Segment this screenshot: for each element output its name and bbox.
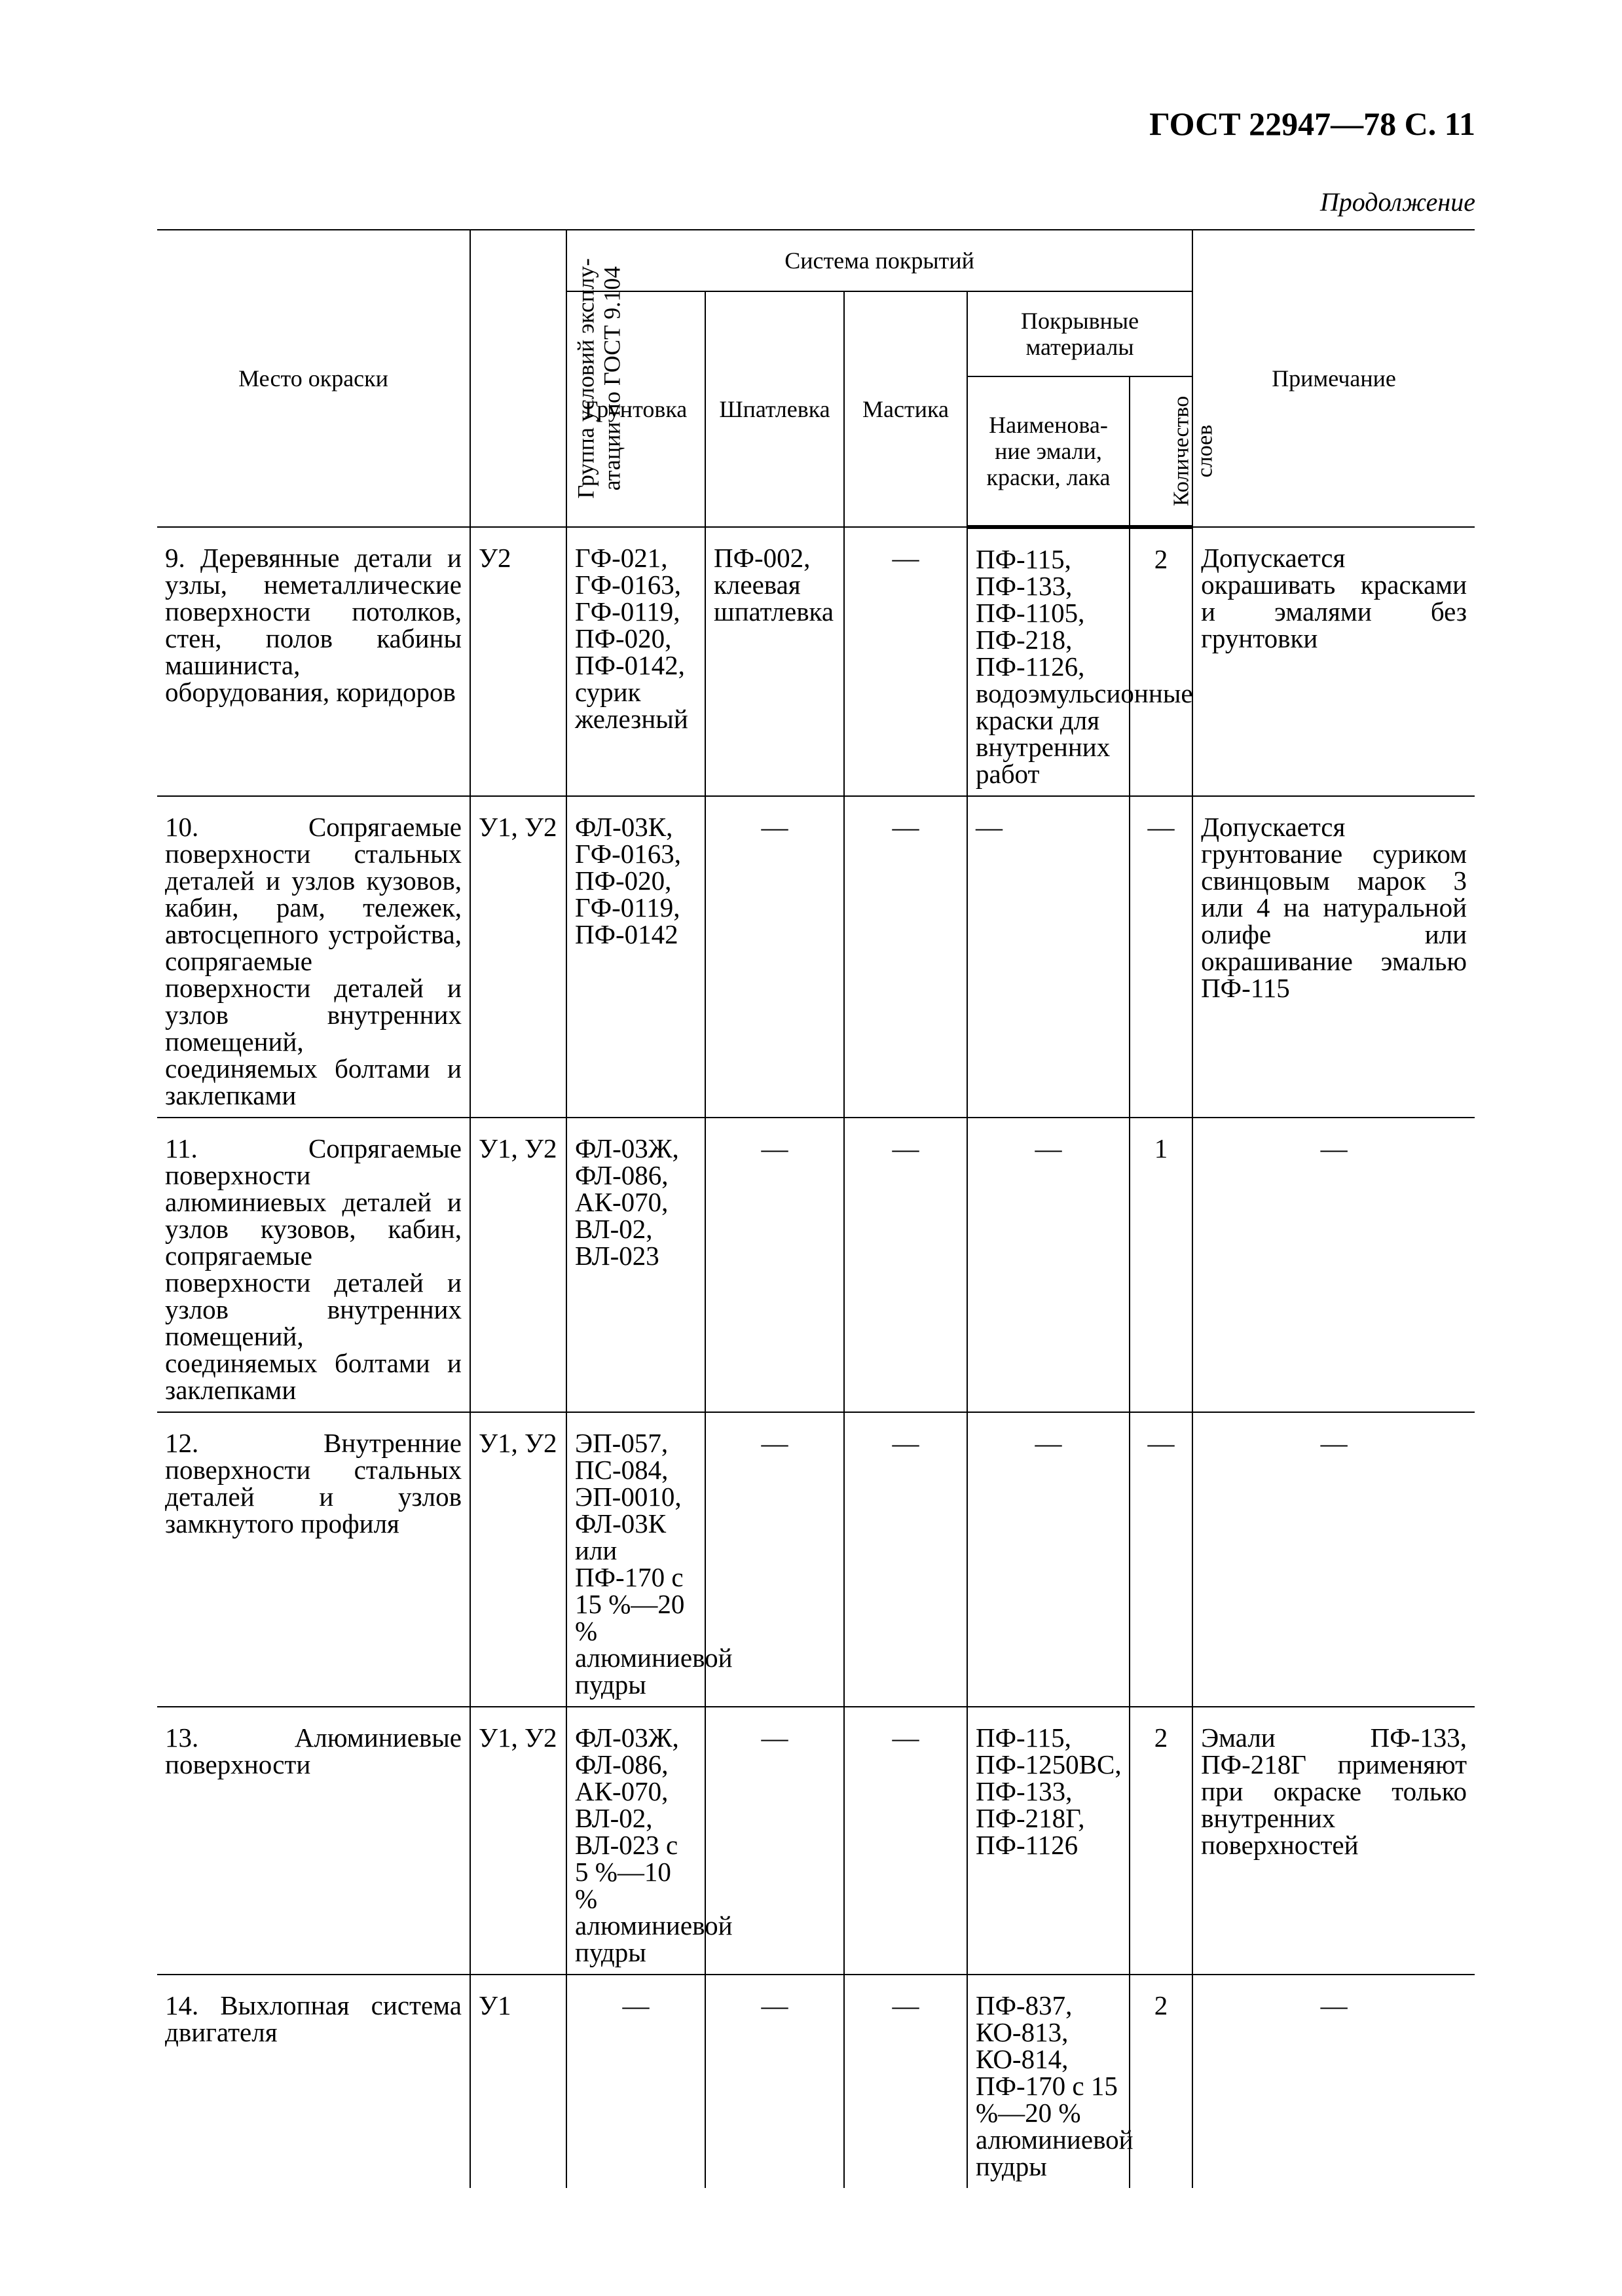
layers-cell: — (1130, 796, 1192, 1118)
note-cell: — (1192, 1412, 1475, 1707)
col-note: Примечание (1192, 230, 1475, 527)
col-layers: Количество слоев (1130, 376, 1192, 527)
table-row (157, 796, 1475, 1118)
putty-cell: — (705, 1412, 844, 1707)
putty-cell: — (705, 796, 844, 1118)
col-group: Группа условий эксплу- атации по ГОСТ 9.104 (470, 230, 566, 527)
mastic-cell: — (844, 1975, 967, 2188)
table-row (157, 1118, 1475, 1412)
mastic-cell: — (844, 1707, 967, 1975)
layers-cell: 1 (1130, 1118, 1192, 1412)
note-cell: — (1192, 1118, 1475, 1412)
putty-cell: — (705, 1975, 844, 2188)
col-primer: Грунтовка (566, 291, 705, 527)
name-cell: — (967, 1412, 1130, 1707)
putty-cell: — (705, 1707, 844, 1975)
primer-cell: ФЛ-03К, ГФ-0163, ПФ-020, ГФ-0119, ПФ-0142 (566, 796, 705, 1118)
group-cell: У1, У2 (470, 1707, 566, 1975)
place-cell: 11. Сопрягаемые поверхности алюминиевых деталей и узлов кузовов, кабин, сопрягаемые поверхности деталей и узлов внутренних помещений, соединяемых болтами и заклепками (157, 1118, 470, 1412)
group-cell: У1, У2 (470, 1118, 566, 1412)
place-cell: 13. Алюминиевые поверхности (157, 1707, 470, 1975)
group-cell: У2 (470, 527, 566, 796)
continuation-label: Продолжение (1319, 187, 1475, 217)
putty-cell: ПФ-002, клеевая шпатлевка (705, 527, 844, 796)
note-cell: Допускается окрашивать красками и эмалями без грунтовки (1192, 527, 1475, 796)
note-cell: — (1192, 1975, 1475, 2188)
col-cover: Покрывные материалы (967, 291, 1192, 376)
note-cell: Допускается грунтование суриком свинцовым марок 3 или 4 на натуральной олифе или окрашивание эмалью ПФ-115 (1192, 796, 1475, 1118)
primer-cell: — (566, 1975, 705, 2188)
col-name: Наименова- ние эмали, краски, лака (967, 376, 1130, 527)
group-cell: У1, У2 (470, 1412, 566, 1707)
layers-cell: 2 (1130, 527, 1192, 796)
table-row (157, 527, 1475, 796)
place-cell: 9. Деревянные детали и узлы, неметаллические поверхности потолков, стен, полов кабины машиниста, оборудования, коридоров (157, 527, 470, 796)
place-cell: 10. Сопрягаемые поверхности стальных деталей и узлов кузовов, кабин, рам, тележек, автосцепного устройства, сопрягаемые поверхности деталей и узлов внутренних помещений, соединяемых болтами и заклепками (157, 796, 470, 1118)
coating-table (157, 229, 1475, 2188)
primer-cell: ФЛ-03Ж, ФЛ-086, АК-070, ВЛ-02, ВЛ-023 (566, 1118, 705, 1412)
name-cell: ПФ-115, ПФ-1250ВС, ПФ-133, ПФ-218Г, ПФ-1126 (967, 1707, 1130, 1975)
table-row (157, 1975, 1475, 2188)
layers-cell: — (1130, 1412, 1192, 1707)
group-cell: У1, У2 (470, 796, 566, 1118)
mastic-cell: — (844, 1412, 967, 1707)
note-cell: Эмали ПФ-133, ПФ-218Г применяют при окраске только внутренних поверхностей (1192, 1707, 1475, 1975)
primer-cell: ГФ-021, ГФ-0163, ГФ-0119, ПФ-020, ПФ-0142, сурик железный (566, 527, 705, 796)
name-cell: — (967, 1118, 1130, 1412)
table-row (157, 1707, 1475, 1975)
mastic-cell: — (844, 796, 967, 1118)
place-cell: 12. Внутренние поверхности стальных деталей и узлов замкнутого профиля (157, 1412, 470, 1707)
name-cell: ПФ-115, ПФ-133, ПФ-1105, ПФ-218, ПФ-1126, водоэмульсионные краски для внутренних работ (967, 527, 1130, 796)
layers-cell: 2 (1130, 1975, 1192, 2188)
col-place: Место окраски (157, 230, 470, 527)
col-putty: Шпатлевка (705, 291, 844, 527)
page-header: ГОСТ 22947—78 С. 11 (1149, 105, 1475, 142)
primer-cell: ЭП-057, ПС-084, ЭП-0010, ФЛ-03К или ПФ-170 с 15 %—20 % алюминиевой пудры (566, 1412, 705, 1707)
mastic-cell: — (844, 1118, 967, 1412)
table-row (157, 1412, 1475, 1707)
col-system: Система покрытий (566, 230, 1192, 291)
name-cell: ПФ-837, КО-813, КО-814, ПФ-170 с 15 %—20 % алюминиевой пудры (967, 1975, 1130, 2188)
place-cell: 14. Выхлопная система двигателя (157, 1975, 470, 2188)
primer-cell: ФЛ-03Ж, ФЛ-086, АК-070, ВЛ-02, ВЛ-023 с 5 %—10 % алюминиевой пудры (566, 1707, 705, 1975)
group-cell: У1 (470, 1975, 566, 2188)
putty-cell: — (705, 1118, 844, 1412)
name-cell: — (967, 796, 1130, 1118)
mastic-cell: — (844, 527, 967, 796)
layers-cell: 2 (1130, 1707, 1192, 1975)
col-mastic: Мастика (844, 291, 967, 527)
